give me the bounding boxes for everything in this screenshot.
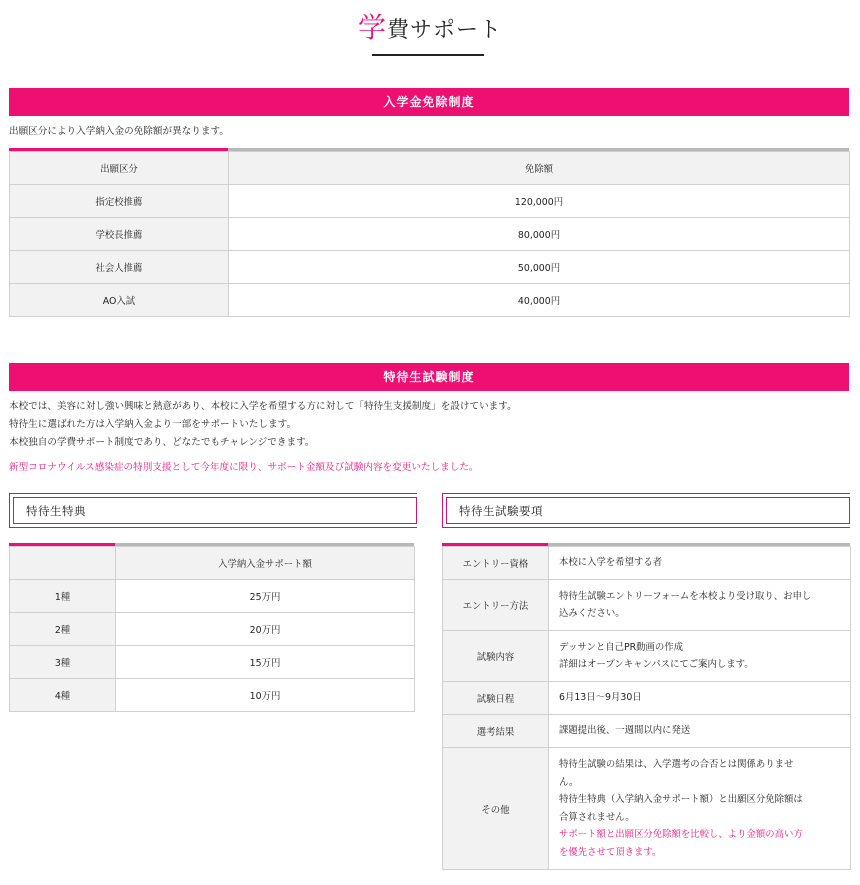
table-row <box>443 547 851 580</box>
req-value <box>549 715 851 748</box>
row-amount: 50,000円 <box>229 251 850 284</box>
requirements-table <box>442 546 851 870</box>
req-line: デッサンと自己PR動画の作成 <box>559 641 684 653</box>
req-line: 詳細はオープンキャンパスにてご案内します。 <box>559 659 754 670</box>
table-row <box>10 646 415 679</box>
requirements-subheading: 特待生試験要項 <box>446 497 850 524</box>
row-amount: 20万円 <box>116 613 415 646</box>
table-row <box>443 631 851 682</box>
row-category: AO入試 <box>10 284 229 317</box>
row-category: 指定校推薦 <box>10 185 229 218</box>
title-accent: 学 <box>357 11 387 44</box>
table-row <box>10 284 850 317</box>
req-line: 特待生試験エントリーフォームを本校より受け取り、お申し <box>559 590 812 602</box>
req-label: その他 <box>443 748 549 870</box>
row-rank: 2種 <box>10 613 116 646</box>
req-value <box>549 580 851 631</box>
table-row <box>10 679 415 712</box>
req-line: 合算されません。 <box>559 811 635 823</box>
table-header-row <box>10 547 415 580</box>
scholarship-heading: 特待生試験制度 <box>9 363 849 391</box>
req-value <box>549 631 851 682</box>
table-row <box>443 715 851 748</box>
req-label: 試験日程 <box>443 682 549 715</box>
row-amount: 120,000円 <box>229 185 850 218</box>
req-line: 6月13日～9月30日 <box>559 692 642 704</box>
table-row <box>10 613 415 646</box>
header-support-amount: 入学納入金サポート額 <box>116 547 415 580</box>
req-line: ん。 <box>559 776 579 788</box>
exemption-table <box>9 151 850 317</box>
req-label: 選考結果 <box>443 715 549 748</box>
row-rank: 4種 <box>10 679 116 712</box>
req-label: 試験内容 <box>443 631 549 682</box>
scholarship-line-3: 本校独自の学費サポート制度であり、どなたでもチャレンジできます。 <box>9 437 315 448</box>
exemption-intro: 出願区分により入学納入金の免除額が異なります。 <box>9 126 229 137</box>
title-text: 費サポート <box>387 18 503 43</box>
row-category: 社会人推薦 <box>10 251 229 284</box>
table-row <box>10 185 850 218</box>
scholarship-line-1: 本校では、美容に対し強い興味と熱意があり、本校に入学を希望する方に対して「特待生支援制度」を設けています。 <box>9 401 517 412</box>
scholarship-notice: 新型コロナウイルス感染症の特別支援として今年度に限り、サポート金額及び試験内容を変更いたしました。 <box>9 462 479 473</box>
table-row <box>10 580 415 613</box>
header-blank <box>10 547 116 580</box>
req-line: 課題提出後、一週間以内に発送 <box>559 725 691 737</box>
table-row <box>10 218 850 251</box>
benefits-table <box>9 546 415 712</box>
row-amount: 80,000円 <box>229 218 850 251</box>
benefits-subheading-box <box>9 493 417 528</box>
req-note-line: を優先させて頂きます。 <box>559 846 662 858</box>
table-header-row <box>10 152 850 185</box>
req-line: 特待生特典（入学納入金サポート額）と出願区分免除額は <box>559 794 803 805</box>
exemption-heading: 入学金免除制度 <box>9 88 849 116</box>
benefits-subheading: 特待生特典 <box>13 497 417 524</box>
title-underline <box>372 54 484 56</box>
table-row <box>10 251 850 284</box>
page-title <box>0 6 860 46</box>
row-amount: 15万円 <box>116 646 415 679</box>
row-rank: 3種 <box>10 646 116 679</box>
row-amount: 25万円 <box>116 580 415 613</box>
req-value <box>549 682 851 715</box>
req-note-line: サポート額と出願区分免除額を比較し、より金額の高い方 <box>559 829 803 840</box>
row-rank: 1種 <box>10 580 116 613</box>
row-amount: 10万円 <box>116 679 415 712</box>
req-line: 込みください。 <box>559 608 625 619</box>
table-row <box>443 580 851 631</box>
row-amount: 40,000円 <box>229 284 850 317</box>
table-row <box>443 682 851 715</box>
row-category: 学校長推薦 <box>10 218 229 251</box>
header-category: 出願区分 <box>10 152 229 185</box>
req-label: エントリー資格 <box>443 547 549 580</box>
requirements-subheading-box <box>442 493 850 528</box>
req-line: 特待生試験の結果は、入学選考の合否とは関係ありませ <box>559 759 794 770</box>
req-line: 本校に入学を希望する者 <box>559 557 663 569</box>
req-value <box>549 547 851 580</box>
header-amount: 免除額 <box>229 152 850 185</box>
scholarship-line-2: 特待生に選ばれた方は入学納入金より一部をサポートいたします。 <box>9 419 297 430</box>
req-value <box>549 748 851 870</box>
table-row <box>443 748 851 870</box>
req-label: エントリー方法 <box>443 580 549 631</box>
